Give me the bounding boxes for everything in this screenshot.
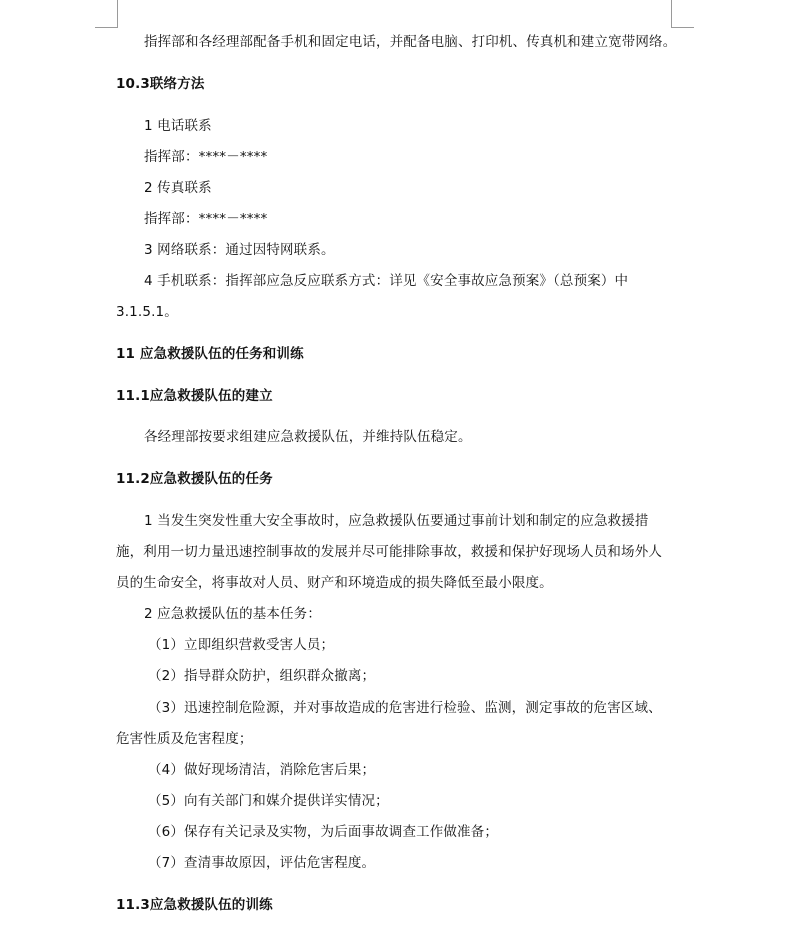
list-item-6: （6）保存有关记录及实物，为后面事故调查工作做准备；	[148, 824, 498, 840]
heading-11-1: 11.1应急救援队伍的建立	[116, 388, 273, 404]
list-item-2: （2）指导群众防护，组织群众撤离；	[148, 668, 376, 684]
list-item-1: （1）立即组织营救受害人员；	[148, 637, 335, 653]
fax-number: 指挥部：****－****	[144, 211, 268, 227]
left-margin-corner-mark	[95, 0, 118, 28]
paragraph-equipment: 指挥部和各经理部配备手机和固定电话，并配备电脑、打印机、传真机和建立宽带网络。	[144, 34, 677, 50]
paragraph-task-1-line-3: 员的生命安全，将事故对人员、财产和环境造成的损失降低至最小限度。	[116, 575, 553, 591]
list-item-4: （4）做好现场清洁，消除危害后果；	[148, 762, 376, 778]
right-margin-corner-mark	[671, 0, 694, 28]
heading-11-3: 11.3应急救援队伍的训练	[116, 897, 273, 913]
heading-10-3: 10.3联络方法	[116, 76, 205, 92]
list-item-3-line-1: （3）迅速控制危险源，并对事故造成的危害进行检验、监测，测定事故的危害区域、	[148, 700, 662, 716]
phone-number: 指挥部：****－****	[144, 149, 268, 165]
list-item-7: （7）查清事故原因，评估危害程度。	[148, 855, 376, 871]
mobile-contact-continuation: 3.1.5.1。	[116, 304, 178, 320]
heading-11-2: 11.2应急救援队伍的任务	[116, 471, 273, 487]
paragraph-task-1-line-1: 1 当发生突发性重大安全事故时，应急救援队伍要通过事前计划和制定的应急救援措	[144, 513, 649, 529]
paragraph-team-building: 各经理部按要求组建应急救援队伍，并维持队伍稳定。	[144, 429, 472, 445]
heading-11: 11 应急救援队伍的任务和训练	[116, 346, 304, 362]
list-item-5: （5）向有关部门和媒介提供详实情况；	[148, 793, 389, 809]
item-fax-contact: 2 传真联系	[144, 180, 212, 196]
paragraph-task-1-line-2: 施，利用一切力量迅速控制事故的发展并尽可能排除事故，救援和保护好现场人员和场外人	[116, 544, 662, 560]
list-item-3-line-2: 危害性质及危害程度；	[116, 731, 253, 747]
item-network-contact: 3 网络联系：通过因特网联系。	[144, 242, 335, 258]
paragraph-task-2: 2 应急救援队伍的基本任务：	[144, 606, 321, 622]
item-mobile-contact: 4 手机联系：指挥部应急反应联系方式：详见《安全事故应急预案》（总预案）中	[144, 273, 629, 289]
item-phone-contact: 1 电话联系	[144, 118, 212, 134]
